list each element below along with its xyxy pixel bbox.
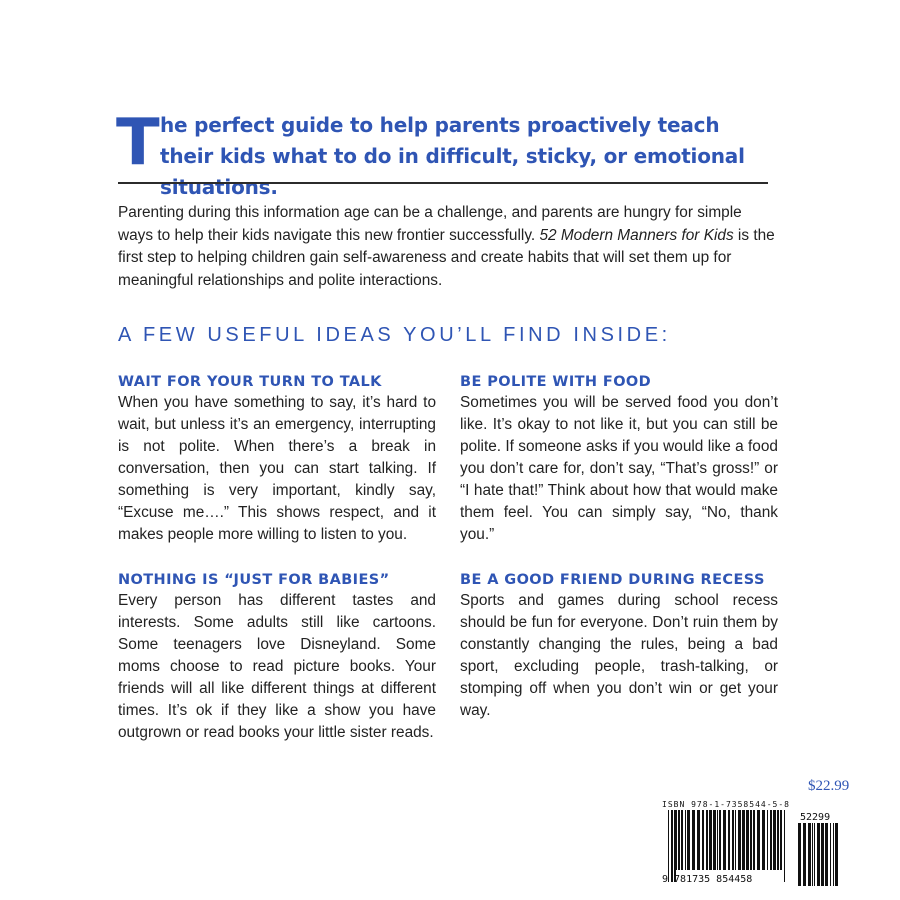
barcode-bar: [821, 823, 824, 886]
drop-cap: T: [116, 106, 160, 180]
tip-title: NOTHING IS “JUST FOR BABIES”: [118, 572, 390, 588]
price-label: $22.99: [808, 778, 850, 794]
tip-wait-your-turn: [118, 372, 436, 546]
barcode-bar: [814, 823, 815, 886]
tip-title: WAIT FOR YOUR TURN TO TALK: [118, 374, 382, 390]
barcode-bar: [825, 823, 828, 886]
barcode-addon-digits: 52299: [800, 812, 831, 823]
barcode-bar: [803, 823, 806, 886]
tip-good-friend-recess: [460, 570, 778, 722]
tip-not-just-for-babies: [118, 570, 436, 744]
intro-text-after: is the first step to helping children gain self-awareness and create habits that will set them up for meaningful relationships and polite interactions.: [118, 226, 775, 289]
barcode-bar: [798, 823, 801, 886]
barcode-bar: [812, 823, 813, 886]
barcode-graphic: [660, 810, 840, 886]
headline-text: he perfect guide to help parents proactively teach their kids what to do in difficult, sticky, or emotional situations.: [160, 113, 745, 199]
tip-body: Every person has different tastes and interests. Some adults still like cartoons. Some teenagers love Disneyland. Some moms choose to read picture books. Your friends will all like different things at different times. It’s ok if they like a show you have outgrown or read books your little sister reads.: [118, 592, 436, 741]
tip-polite-with-food: [460, 372, 778, 546]
ideas-heading: A FEW USEFUL IDEAS YOU’LL FIND INSIDE:: [118, 324, 671, 346]
book-title: 52 Modern Manners for Kids: [539, 226, 734, 244]
barcode-bar: [833, 823, 834, 886]
barcode-bars-addon: [798, 823, 838, 886]
divider-rule: [118, 182, 768, 184]
tip-title: BE A GOOD FRIEND DURING RECESS: [460, 572, 765, 588]
isbn-label: ISBN 978-1-7358544-5-8: [662, 800, 790, 809]
barcode-bar: [668, 810, 669, 882]
tip-title: BE POLITE WITH FOOD: [460, 374, 652, 390]
intro-paragraph: [118, 202, 780, 292]
tip-body: Sometimes you will be served food you don’t like. It’s okay to not like it, but you can still be polite. If someone asks if you would like a food you don’t care for, don’t say, “That’s gross!” or “I hate that!” Think about how that would make them feel. You can simply say, “No, thank you.”: [460, 394, 778, 543]
tip-body: Sports and games during school recess should be fun for everyone. Don’t ruin them by constantly changing the rules, being a bad sport, excluding people, trash-talking, or stomping off when you don’t win or get your way.: [460, 592, 778, 719]
barcode-main-digits: 9 781735 854458: [662, 874, 753, 885]
barcode-bar: [671, 810, 673, 882]
barcode-bar: [784, 810, 785, 882]
barcode-bar: [808, 823, 811, 886]
headline: [116, 106, 776, 203]
isbn-barcode: [660, 810, 840, 886]
intro-text-before: Parenting during this information age can be a challenge, and parents are hungry for simple ways to help their kids navigate this new frontier successfully.: [118, 204, 742, 244]
barcode-bar: [830, 823, 831, 886]
tip-body: When you have something to say, it’s hard to wait, but unless it’s an emergency, interrupting is not polite. When there’s a break in conversation, then you can start talking. If something is very important, kindly say, “Excuse me….” This shows respect, and it makes people more willing to listen to you.: [118, 394, 436, 543]
barcode-bar: [817, 823, 820, 886]
barcode-bar: [835, 823, 838, 886]
